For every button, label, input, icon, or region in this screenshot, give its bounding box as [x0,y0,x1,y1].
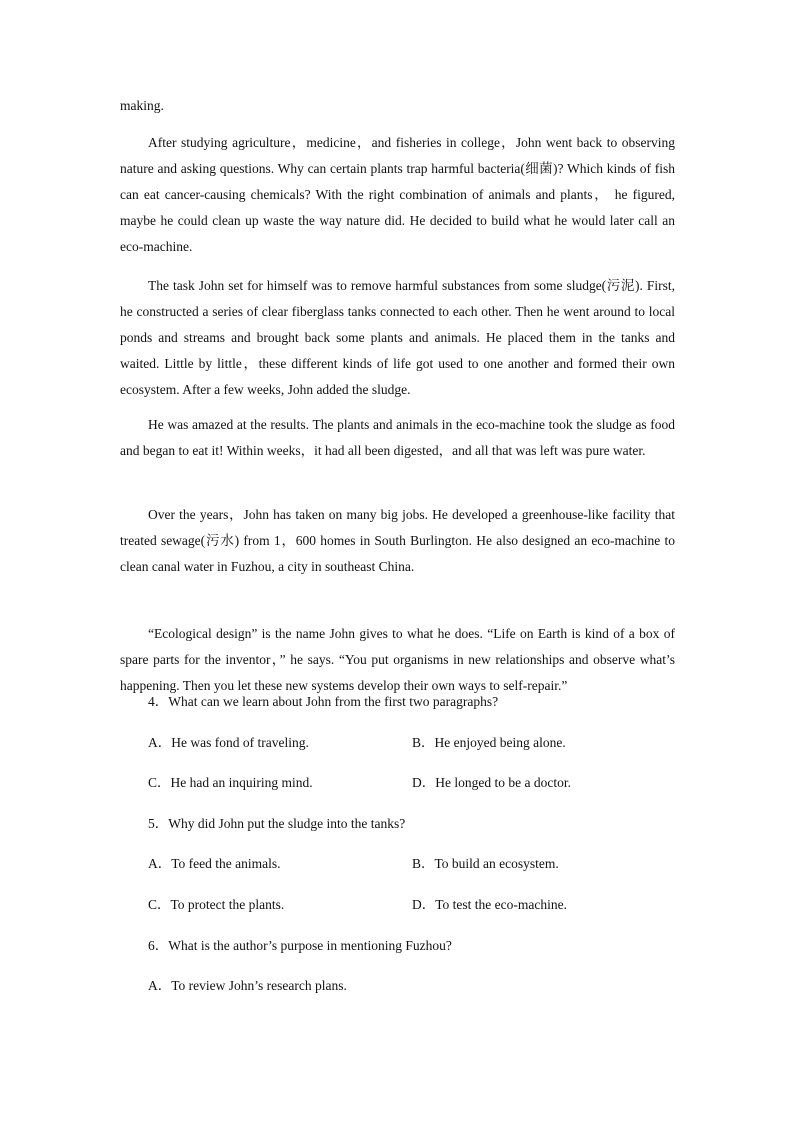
question-4-option-d: D．He longed to be a doctor. [412,775,571,790]
question-6-stem: 6．What is the author’s purpose in mentioning Fuzhou? [148,938,452,953]
passage-paragraph-3: He was amazed at the results. The plants and animals in the eco-machine took the sludge as food and began to eat it! Within weeks，it had all been digested，and all that was left was pure water. [120,417,675,458]
question-5-option-d: D．To test the eco-machine. [412,897,567,912]
question-5-option-c: C．To protect the plants. [148,897,285,912]
question-4-option-c: C．He had an inquiring mind. [148,775,313,790]
passage-paragraph-4: Over the years，John has taken on many big jobs. He developed a greenhouse-like facility that treated sewage(污水) from 1，600 homes in South Burlington. He also designed an eco-machine to clean canal water in Fuzhou, a city in southeast China. [120,507,675,574]
question-4-option-b: B．He enjoyed being alone. [412,735,566,750]
passage-paragraph-1: After studying agriculture，medicine，and fisheries in college，John went back to observing nature and asking questions. Why can certain plants trap harmful bacteria(细菌)? Which kinds of fish can eat cancer-causing chemicals? With the right combination of animals and plants， he figured, maybe he could clean up waste the way nature did. He decided to build what he would later call an eco-machine. [120,135,675,254]
question-4-stem: 4．What can we learn about John from the first two paragraphs? [148,694,499,709]
question-5-option-a: A．To feed the animals. [148,856,281,871]
question-5-option-b: B．To build an ecosystem. [412,856,559,871]
question-4-option-a: A．He was fond of traveling. [148,735,309,750]
passage-paragraph-2: The task John set for himself was to remove harmful substances from some sludge(污泥). First, he constructed a series of clear fiberglass tanks connected to each other. Then he went around to local ponds and streams and brought back some plants and animals. He placed them in the tanks and waited. Little by little，these different kinds of life got used to one another and formed their own ecosystem. After a few weeks, John added the sludge. [120,278,675,397]
passage-paragraph-5: “Ecological design” is the name John gives to what he does. “Life on Earth is kind of a box of spare parts for the inventor，” he says. “You put organisms in new relationships and observe what’s happening. Then you let these new systems develop their own ways to self-repair.” [120,626,675,693]
passage-fragment: making. [120,98,164,113]
question-6-option-a: A．To review John’s research plans. [148,978,347,993]
question-5-stem: 5．Why did John put the sludge into the tanks? [148,816,406,831]
